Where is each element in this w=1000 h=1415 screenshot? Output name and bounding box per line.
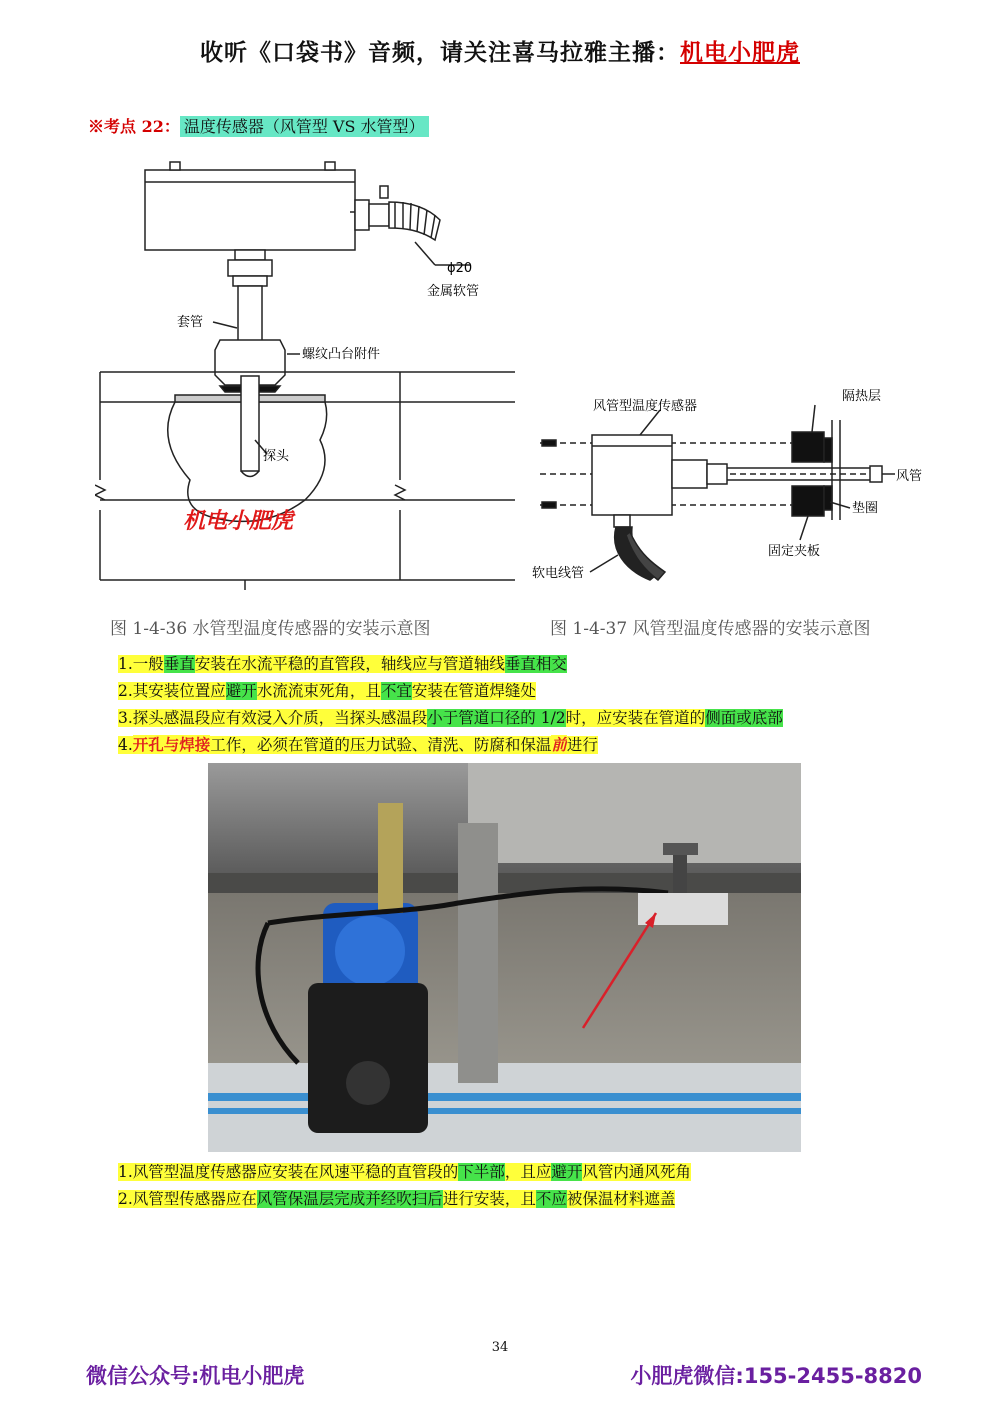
water-point-2-segment: 安装在管道焊缝处	[411, 682, 536, 700]
water-point-3-segment: 侧面或底部	[705, 709, 783, 727]
water-point-1	[118, 652, 567, 674]
label-metal-hose: 金属软管	[427, 284, 480, 299]
water-point-3-segment: 小于管道口径的 1/2	[427, 709, 566, 727]
water-point-3-segment: 时，应安装在管道的	[565, 709, 706, 727]
water-point-3-segment: 3.探头感温段应有效浸入介质，当探头感温段	[118, 709, 428, 727]
label-threaded-boss: 螺纹凸台附件	[302, 347, 381, 362]
caption-duct: 图 1-4-37 风管型温度传感器的安装示意图	[550, 619, 871, 639]
installation-photo	[208, 763, 801, 1152]
duct-point-1-segment: 1.风管型温度传感器应安装在风速平稳的直管段的	[118, 1163, 459, 1181]
keypoint-heading	[88, 114, 429, 137]
water-point-4	[118, 733, 598, 755]
duct-sensor-diagram	[530, 380, 930, 600]
watermark: 机电小肥虎	[183, 509, 294, 534]
water-point-4-segment: 进行	[566, 736, 598, 754]
label-pipe-size: ϕ20	[447, 261, 473, 276]
page-number: 34	[491, 1340, 509, 1355]
header-anchor-name: 机电小肥虎	[680, 40, 800, 66]
caption-water-pipe: 图 1-4-36 水管型温度传感器的安装示意图	[110, 619, 431, 639]
duct-point-1-segment: 避开	[551, 1163, 583, 1181]
duct-point-2	[118, 1187, 675, 1209]
water-point-1-segment: 1.一般	[118, 655, 164, 673]
duct-point-2-segment: 被保温材料遮盖	[566, 1190, 676, 1208]
label-clamp: 固定夹板	[768, 544, 821, 559]
duct-point-1	[118, 1160, 691, 1182]
water-point-2-segment: 水流流束死角，且	[256, 682, 381, 700]
footer-wechat-contact: 小肥虎微信:155-2455-8820	[630, 1364, 922, 1388]
label-sleeve: 套管	[177, 315, 204, 330]
water-point-2-segment: 不宜	[380, 682, 412, 700]
water-pipe-sensor-diagram	[95, 150, 515, 600]
duct-point-2-segment: 不应	[535, 1190, 567, 1208]
duct-point-1-segment: 下半部	[458, 1163, 505, 1181]
page-header	[0, 34, 1000, 67]
label-gasket: 垫圈	[852, 501, 879, 516]
water-point-4-segment: 开孔与焊接	[132, 735, 211, 754]
keypoint-title: 温度传感器（风管型 VS 水管型）	[180, 116, 429, 137]
label-duct: 风管	[896, 469, 923, 484]
duct-point-2-segment: 进行安装，且	[442, 1190, 536, 1208]
water-point-2-segment: 2.其安装位置应	[118, 682, 226, 700]
photo-illustration	[208, 763, 801, 1152]
duct-point-1-segment: ，且应	[504, 1163, 552, 1181]
footer-wechat-account: 微信公众号:机电小肥虎	[86, 1364, 305, 1388]
water-point-1-segment: 垂直相交	[504, 655, 567, 673]
label-insulation: 隔热层	[842, 389, 882, 404]
duct-point-1-segment: 风管内通风死角	[582, 1163, 691, 1181]
water-point-3	[118, 706, 783, 728]
water-point-2	[118, 679, 536, 701]
water-point-1-segment: 安装在水流平稳的直管段，轴线应与管道轴线	[194, 655, 505, 673]
water-point-4-segment: 前	[551, 735, 567, 754]
duct-point-2-segment: 2.风管型传感器应在	[118, 1190, 257, 1208]
water-point-4-segment: 工作，必须在管道的压力试验、清洗、防腐和保温	[210, 736, 552, 754]
duct-point-2-segment: 风管保温层完成并经吹扫后	[256, 1190, 443, 1208]
keypoint-tag: ※考点 22：	[88, 117, 180, 136]
label-conduit: 软电线管	[532, 566, 585, 581]
label-duct-sensor: 风管型温度传感器	[593, 399, 698, 414]
water-point-1-segment: 垂直	[163, 655, 195, 673]
header-text: 收听《口袋书》音频，请关注喜马拉雅主播：	[200, 40, 680, 66]
water-point-4-segment: 4.	[118, 736, 133, 754]
label-probe: 探头	[263, 449, 290, 464]
water-point-2-segment: 避开	[225, 682, 257, 700]
